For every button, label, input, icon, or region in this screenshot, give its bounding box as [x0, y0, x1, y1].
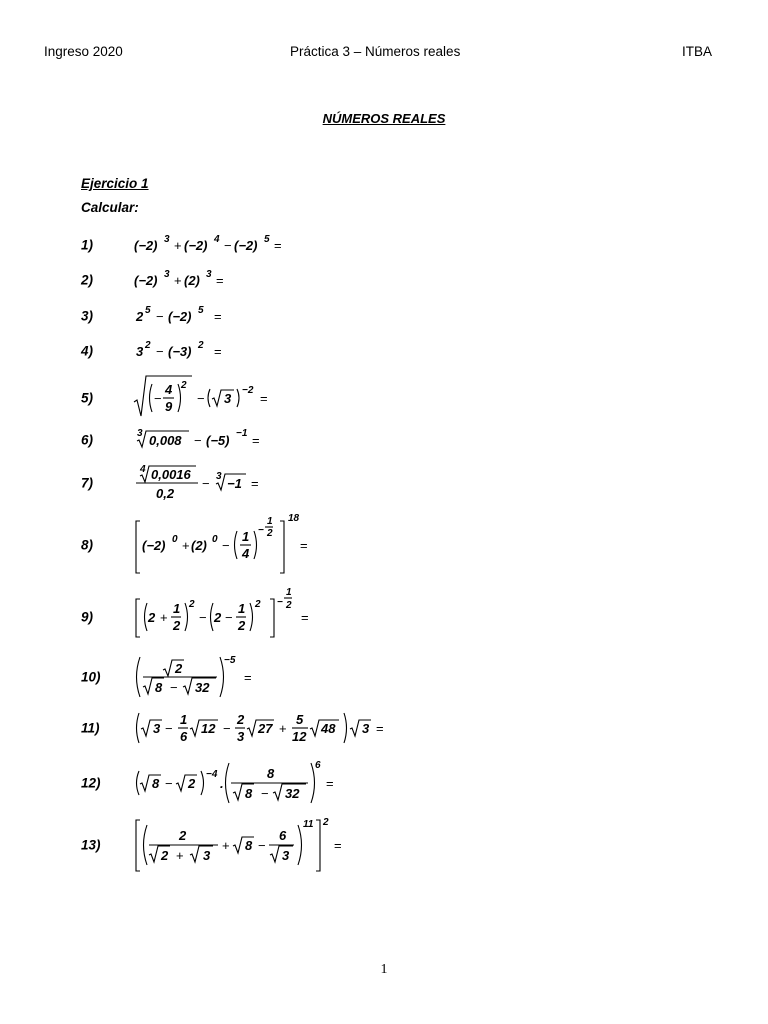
document-title: NÚMEROS REALES [322, 111, 446, 126]
svg-text:0,008: 0,008 [149, 433, 182, 448]
svg-text:=: = [214, 344, 222, 359]
svg-text:−: − [156, 344, 164, 359]
svg-text:−: − [258, 525, 264, 536]
svg-text:=: = [301, 610, 309, 625]
svg-text:−1: −1 [236, 428, 248, 439]
item-label: 13) [81, 837, 101, 853]
svg-text:(−2): (−2) [134, 238, 158, 253]
item-label: 1) [81, 237, 94, 253]
svg-text:4: 4 [140, 464, 146, 475]
item-label: 7) [81, 475, 94, 491]
svg-text:0: 0 [212, 534, 218, 545]
svg-text:=: = [300, 538, 308, 553]
svg-text:−: − [194, 433, 202, 448]
svg-text:−: − [223, 721, 231, 736]
svg-text:(−2): (−2) [184, 238, 208, 253]
svg-text:2: 2 [255, 599, 261, 610]
svg-text:=: = [214, 309, 222, 324]
svg-text:=: = [334, 838, 342, 853]
svg-text:3: 3 [136, 344, 144, 359]
svg-text:−: − [222, 538, 230, 553]
svg-text:(2): (2) [184, 273, 200, 288]
svg-text:12: 12 [201, 721, 216, 736]
item-label: 3) [81, 308, 94, 324]
svg-text:+: + [182, 538, 190, 553]
item-label: 5) [81, 390, 94, 406]
svg-text:(−3): (−3) [168, 344, 192, 359]
svg-text:2: 2 [136, 309, 144, 324]
svg-text:4: 4 [165, 382, 173, 397]
svg-text:−: − [199, 610, 207, 625]
svg-text:3: 3 [164, 234, 170, 245]
svg-text:8: 8 [155, 680, 163, 695]
item-expression [134, 304, 234, 328]
svg-text:1: 1 [242, 529, 250, 544]
item-expression [134, 708, 394, 748]
svg-text:−: − [156, 309, 164, 324]
svg-text:8: 8 [245, 786, 253, 801]
item-expression [134, 514, 324, 576]
svg-text:2: 2 [323, 817, 329, 828]
svg-text:3: 3 [224, 391, 232, 406]
svg-text:8: 8 [152, 776, 160, 791]
svg-text:9: 9 [165, 399, 173, 414]
svg-text:32: 32 [285, 786, 300, 801]
item-label: 6) [81, 432, 94, 448]
svg-text:12: 12 [292, 729, 307, 744]
svg-text:+: + [174, 273, 182, 288]
svg-text:1: 1 [180, 712, 188, 727]
exercise-title: Ejercicio 1 [81, 176, 149, 191]
svg-text:−: − [202, 476, 210, 491]
svg-text:−: − [224, 238, 232, 253]
item-expression [134, 815, 354, 875]
svg-text:3: 3 [153, 721, 161, 736]
svg-text:4: 4 [214, 234, 220, 245]
svg-text:2: 2 [173, 618, 181, 633]
svg-text:6: 6 [180, 729, 188, 744]
svg-text:1: 1 [286, 587, 292, 598]
svg-text:0,0016: 0,0016 [151, 467, 191, 482]
svg-text:18: 18 [288, 513, 300, 524]
svg-text:2: 2 [198, 340, 204, 351]
svg-text:+: + [174, 238, 182, 253]
svg-text:=: = [326, 776, 334, 791]
svg-text:5: 5 [296, 712, 304, 727]
svg-text:−2: −2 [242, 385, 254, 396]
page-header [0, 44, 768, 64]
svg-text:(−2): (−2) [142, 538, 166, 553]
svg-text:3: 3 [362, 721, 370, 736]
svg-text:2: 2 [214, 610, 222, 625]
svg-text:5: 5 [198, 305, 204, 316]
svg-text:1: 1 [173, 601, 181, 616]
svg-text:3: 3 [237, 729, 245, 744]
svg-text:0: 0 [172, 534, 178, 545]
item-label: 12) [81, 775, 101, 791]
svg-text:1: 1 [267, 516, 273, 527]
item-expression [134, 427, 274, 453]
svg-text:−: − [165, 776, 173, 791]
svg-text:−4: −4 [206, 769, 218, 780]
item-expression [134, 587, 324, 643]
item-label: 11) [81, 720, 100, 736]
svg-text:11: 11 [303, 819, 314, 830]
svg-text:=: = [260, 391, 268, 406]
svg-text:3: 3 [164, 269, 170, 280]
svg-text:=: = [274, 238, 282, 253]
header-center: Práctica 3 – Números reales [290, 44, 461, 59]
svg-text:6: 6 [279, 828, 287, 843]
svg-text:.: . [220, 776, 224, 791]
item-label: 10) [81, 669, 101, 685]
svg-text:6: 6 [315, 760, 321, 771]
svg-text:−: − [277, 597, 283, 608]
svg-text:8: 8 [267, 766, 275, 781]
item-label: 8) [81, 537, 94, 553]
svg-text:2: 2 [267, 528, 273, 539]
svg-text:48: 48 [321, 721, 336, 736]
svg-text:2: 2 [148, 610, 156, 625]
svg-text:(2): (2) [191, 538, 207, 553]
svg-text:+: + [160, 610, 168, 625]
item-expression [134, 268, 244, 292]
svg-text:−: − [258, 838, 266, 853]
svg-text:2: 2 [145, 340, 151, 351]
svg-text:3: 3 [216, 471, 222, 482]
svg-text:=: = [244, 670, 252, 685]
svg-text:−: − [154, 391, 162, 406]
svg-text:−5: −5 [224, 655, 236, 666]
item-expression [134, 756, 344, 810]
svg-text:4: 4 [242, 546, 250, 561]
svg-text:=: = [216, 273, 224, 288]
exercise-instruction: Calcular: [81, 200, 139, 215]
item-expression [134, 375, 284, 421]
svg-text:+: + [279, 721, 287, 736]
svg-text:(−5): (−5) [206, 433, 230, 448]
svg-text:2: 2 [188, 776, 196, 791]
item-expression [134, 651, 284, 703]
svg-text:−: − [225, 610, 233, 625]
svg-text:−: − [170, 680, 178, 695]
svg-text:2: 2 [286, 600, 292, 611]
item-label: 2) [81, 272, 94, 288]
svg-text:2: 2 [161, 848, 169, 863]
item-label: 9) [81, 609, 94, 625]
svg-text:5: 5 [145, 305, 151, 316]
svg-text:=: = [252, 433, 260, 448]
svg-text:(−2): (−2) [134, 273, 158, 288]
svg-text:3: 3 [282, 848, 290, 863]
svg-text:2: 2 [189, 599, 195, 610]
header-right: ITBA [682, 44, 713, 59]
svg-text:2: 2 [179, 828, 187, 843]
item-label: 4) [81, 343, 94, 359]
svg-text:(−2): (−2) [168, 309, 192, 324]
svg-text:2: 2 [238, 618, 246, 633]
svg-text:−: − [261, 786, 269, 801]
item-expression [134, 463, 274, 503]
svg-text:27: 27 [258, 721, 273, 736]
svg-text:1: 1 [238, 601, 246, 616]
svg-text:+: + [222, 838, 230, 853]
svg-text:=: = [376, 721, 384, 736]
item-expression [134, 339, 234, 363]
svg-text:3: 3 [137, 428, 143, 439]
svg-text:0,2: 0,2 [156, 486, 175, 501]
svg-text:(−2): (−2) [234, 238, 258, 253]
svg-text:−1: −1 [227, 476, 242, 491]
svg-text:32: 32 [195, 680, 210, 695]
svg-text:2: 2 [237, 712, 245, 727]
svg-text:−: − [197, 391, 205, 406]
header-left: Ingreso 2020 [44, 44, 123, 59]
svg-text:3: 3 [206, 269, 212, 280]
svg-text:8: 8 [245, 838, 253, 853]
svg-text:3: 3 [203, 848, 211, 863]
svg-text:2: 2 [175, 661, 183, 676]
svg-text:−: − [165, 721, 173, 736]
page-number: 1 [380, 962, 388, 977]
svg-text:2: 2 [181, 380, 187, 391]
item-expression [134, 233, 294, 257]
svg-text:=: = [251, 476, 259, 491]
svg-text:5: 5 [264, 234, 270, 245]
svg-text:+: + [176, 848, 184, 863]
